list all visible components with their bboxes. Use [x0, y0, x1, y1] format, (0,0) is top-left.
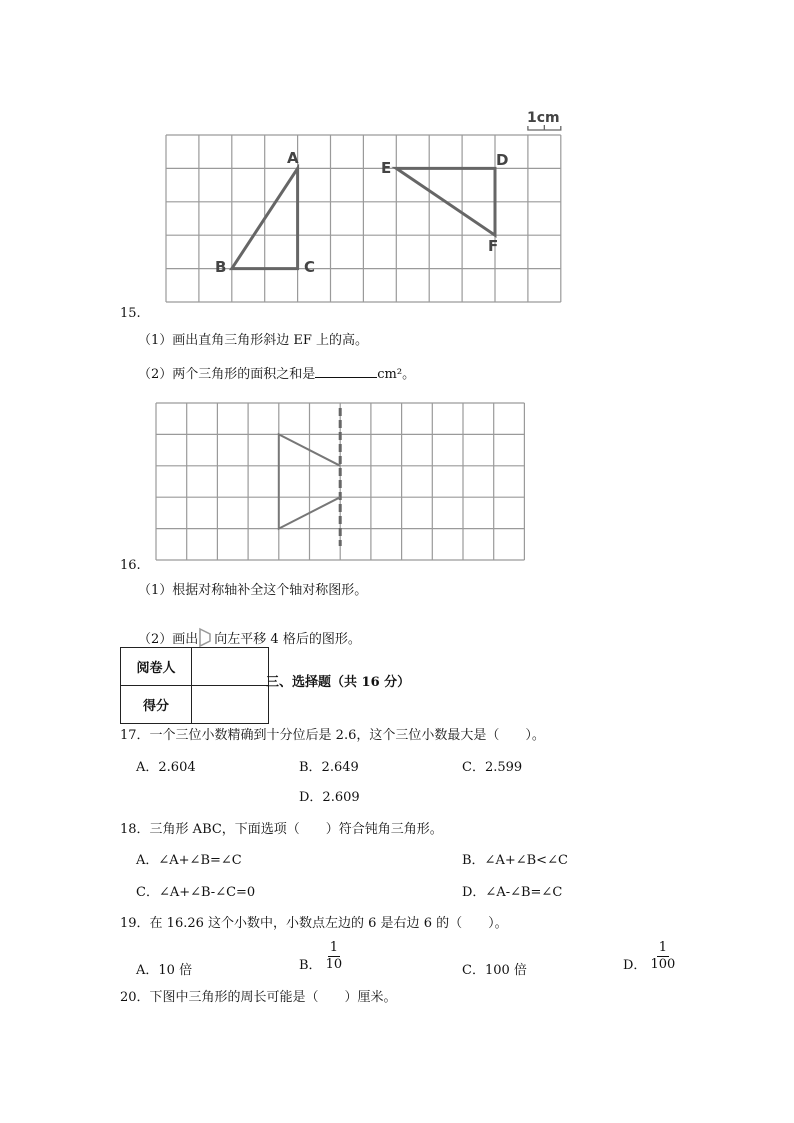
point-label-f: F — [488, 237, 499, 255]
q20-stem: 20．下图中三角形的周长可能是（ ）厘米。 — [120, 990, 397, 1005]
q16-sub2 — [138, 628, 361, 648]
q19-option-b[interactable] — [299, 941, 342, 974]
score-table — [120, 647, 269, 724]
q16-sub2-prefix: （2）画出 — [138, 632, 199, 647]
reviewer-cell[interactable] — [192, 648, 269, 686]
q19-option-b-label: B． — [299, 958, 322, 973]
numerator: 1 — [329, 940, 338, 955]
q15-sub2-prefix: （2）两个三角形的面积之和是 — [138, 367, 316, 382]
q19-option-d-label: D． — [623, 958, 647, 973]
reviewer-label: 阅卷人 — [121, 648, 192, 686]
fraction — [650, 939, 675, 972]
denominator: 10 — [325, 957, 343, 972]
q19-option-c[interactable]: C．100 倍 — [462, 963, 527, 978]
q18-option-c[interactable]: C．∠A+∠B-∠C=0 — [136, 885, 256, 900]
scale-label: 1cm — [527, 110, 560, 126]
q19-stem: 19．在 16.26 这个小数中，小数点左边的 6 是右边 6 的（ ）。 — [120, 916, 508, 931]
fraction — [326, 939, 343, 972]
q17-option-b[interactable]: B．2.649 — [299, 760, 359, 775]
denominator: 100 — [650, 957, 676, 972]
q15-sub1: （1）画出直角三角形斜边 EF 上的高。 — [138, 333, 369, 348]
q16-number: 16. — [120, 558, 141, 573]
q18-option-a[interactable]: A．∠A+∠B=∠C — [136, 853, 242, 868]
q15-number: 15. — [120, 306, 141, 321]
q17-option-c[interactable]: C．2.599 — [462, 760, 523, 775]
q17-stem: 17．一个三位小数精确到十分位后是 2.6，这个三位小数最大是（ ）。 — [120, 728, 545, 743]
q16-sub1: （1）根据对称轴补全这个轴对称图形。 — [138, 583, 368, 598]
section-title: 三、选择题（共 16 分） — [266, 675, 411, 690]
point-label-d: D — [496, 151, 509, 169]
numerator: 1 — [658, 940, 667, 955]
q17-option-d[interactable]: D．2.609 — [299, 790, 360, 805]
point-label-b: B — [215, 258, 227, 276]
q18-option-d[interactable]: D．∠A-∠B=∠C — [462, 885, 563, 900]
q19-option-d[interactable] — [623, 941, 675, 974]
q17-option-a[interactable]: A．2.604 — [136, 760, 196, 775]
q16-sub2-suffix: 向左平移 4 格后的图形。 — [214, 632, 361, 647]
score-cell[interactable] — [192, 686, 269, 724]
small-shape-icon — [198, 628, 214, 648]
point-label-c: C — [304, 258, 316, 276]
q19-option-a[interactable]: A．10 倍 — [136, 963, 193, 978]
score-label: 得分 — [121, 686, 192, 724]
q18-stem: 18．三角形 ABC，下面选项（ ）符合钝角三角形。 — [120, 822, 443, 837]
q15-sub2-suffix: cm²。 — [377, 367, 416, 382]
point-label-e: E — [381, 159, 392, 177]
q18-option-b[interactable]: B．∠A+∠B<∠C — [462, 853, 568, 868]
point-label-a: A — [287, 149, 299, 167]
